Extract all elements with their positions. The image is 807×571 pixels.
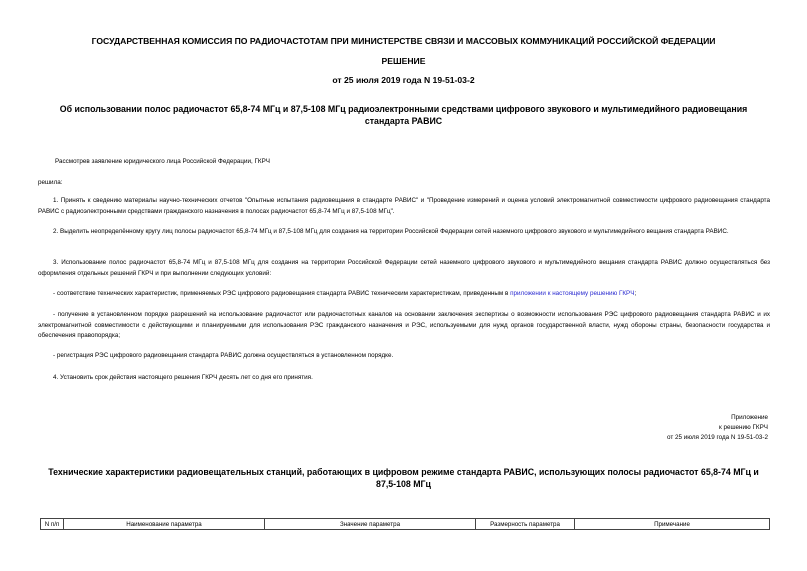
appendix-reference: к решению ГКРЧ [718,424,768,431]
condition-1-text: - соответствие технических характеристик, применяемых РЭС цифрового радиовещания стандарта РАВИС техническим характеристикам, приведенным в [53,290,511,297]
item-3-paragraph: 3. Использование полос радиочастот 65,8-74 МГц и 87,5-108 МГц для создания на территории Российской Федерации сетей наземного цифрового звукового и мультимедийного вещания стандарта РАВИС должно осуществляться без оформления отдельных решений ГКРЧ и при выполнении следующих условий: [38,259,770,277]
document-title-line1: Об использовании полос радиочастот 65,8-74 МГц и 87,5-108 МГц радиоэлектронными средствами цифрового звукового и мультимедийного радиовещания [59,104,748,114]
item-2-paragraph: 2. Выделить неопределённому кругу лиц полосы радиочастот 65,8-74 МГц и 87,5-108 МГц для создания на территории Российской Федерации сетей наземного цифрового звукового и мультимедийного вещания стандарта РАВИС. [53,228,729,235]
item-1-paragraph: 1. Принять к сведению материалы научно-технических отчетов "Опытные испытания радиовещания в стандарте РАВИС" и "Проведение измерений и оценка условий электромагнитной совместимости цифрового радиовещания стандарта РАВИС с радиоэлектронными средствами гражданского назначения в полосах радиочастот 65,8-74 МГц и 87,5-108 МГц". [38,197,770,215]
table-header-cell: Наименование параметра [64,519,265,530]
appendix-title [40,466,767,490]
intro-paragraph: Рассмотрев заявление юридического лица Российской Федерации, ГКРЧ [55,158,270,165]
document-title [40,103,767,127]
document-date: от 25 июля 2019 года N 19-51-03-2 [332,75,475,85]
appendix-link[interactable]: приложении к настоящему решению ГКРЧ [510,290,635,297]
table-header-cell: Примечание [575,519,770,530]
table-header-row [41,519,770,530]
document-title-line2: стандарта РАВИС [364,116,443,126]
condition-1-paragraph [53,289,636,300]
item-4-paragraph: 4. Установить срок действия настоящего решения ГКРЧ десять лет со дня его принятия. [53,374,313,381]
condition-2-paragraph: - получение в установленном порядке разрешений на использование радиочастот или радиочастотных каналов на основании заключения экспертизы о возможности использования РЭС цифрового радиовещания стандарта РАВИС и их электромагнитной совместимости с действующими и планируемыми для использования РЭС гражданского назначения и РЭС, используемыми для нужд органов государственной власти, нужд обороны страны, безопасности государства и обеспечения правопорядка; [38,311,770,339]
condition-3-paragraph: - регистрация РЭС цифрового радиовещания стандарта РАВИС должна осуществляться в установленном порядке. [53,352,394,359]
appendix-label: Приложение [731,414,768,421]
appendix-date: от 25 июля 2019 года N 19-51-03-2 [667,434,768,441]
appendix-title-line2: 87,5-108 МГц [376,479,431,489]
table-header-cell: Значение параметра [265,519,476,530]
table-header-cell: Размерность параметра [476,519,575,530]
commission-heading: ГОСУДАРСТВЕННАЯ КОМИССИЯ ПО РАДИОЧАСТОТАМ ПРИ МИНИСТЕРСТВЕ СВЯЗИ И МАССОВЫХ КОММУНИКАЦИЙ РОССИЙСКОЙ ФЕДЕРАЦИИ [91,36,716,46]
table-header-cell: N п/п [41,519,64,530]
document-type: РЕШЕНИЕ [381,56,426,66]
condition-1-suffix: ; [634,290,637,297]
appendix-title-line1: Технические характеристики радиовещательных станций, работающих в цифровом режиме стандарта РАВИС, использующих полосы радиочастот 65,8-74 МГц и [48,467,759,477]
parameters-table [40,518,770,530]
decided-label: решила: [38,179,63,186]
